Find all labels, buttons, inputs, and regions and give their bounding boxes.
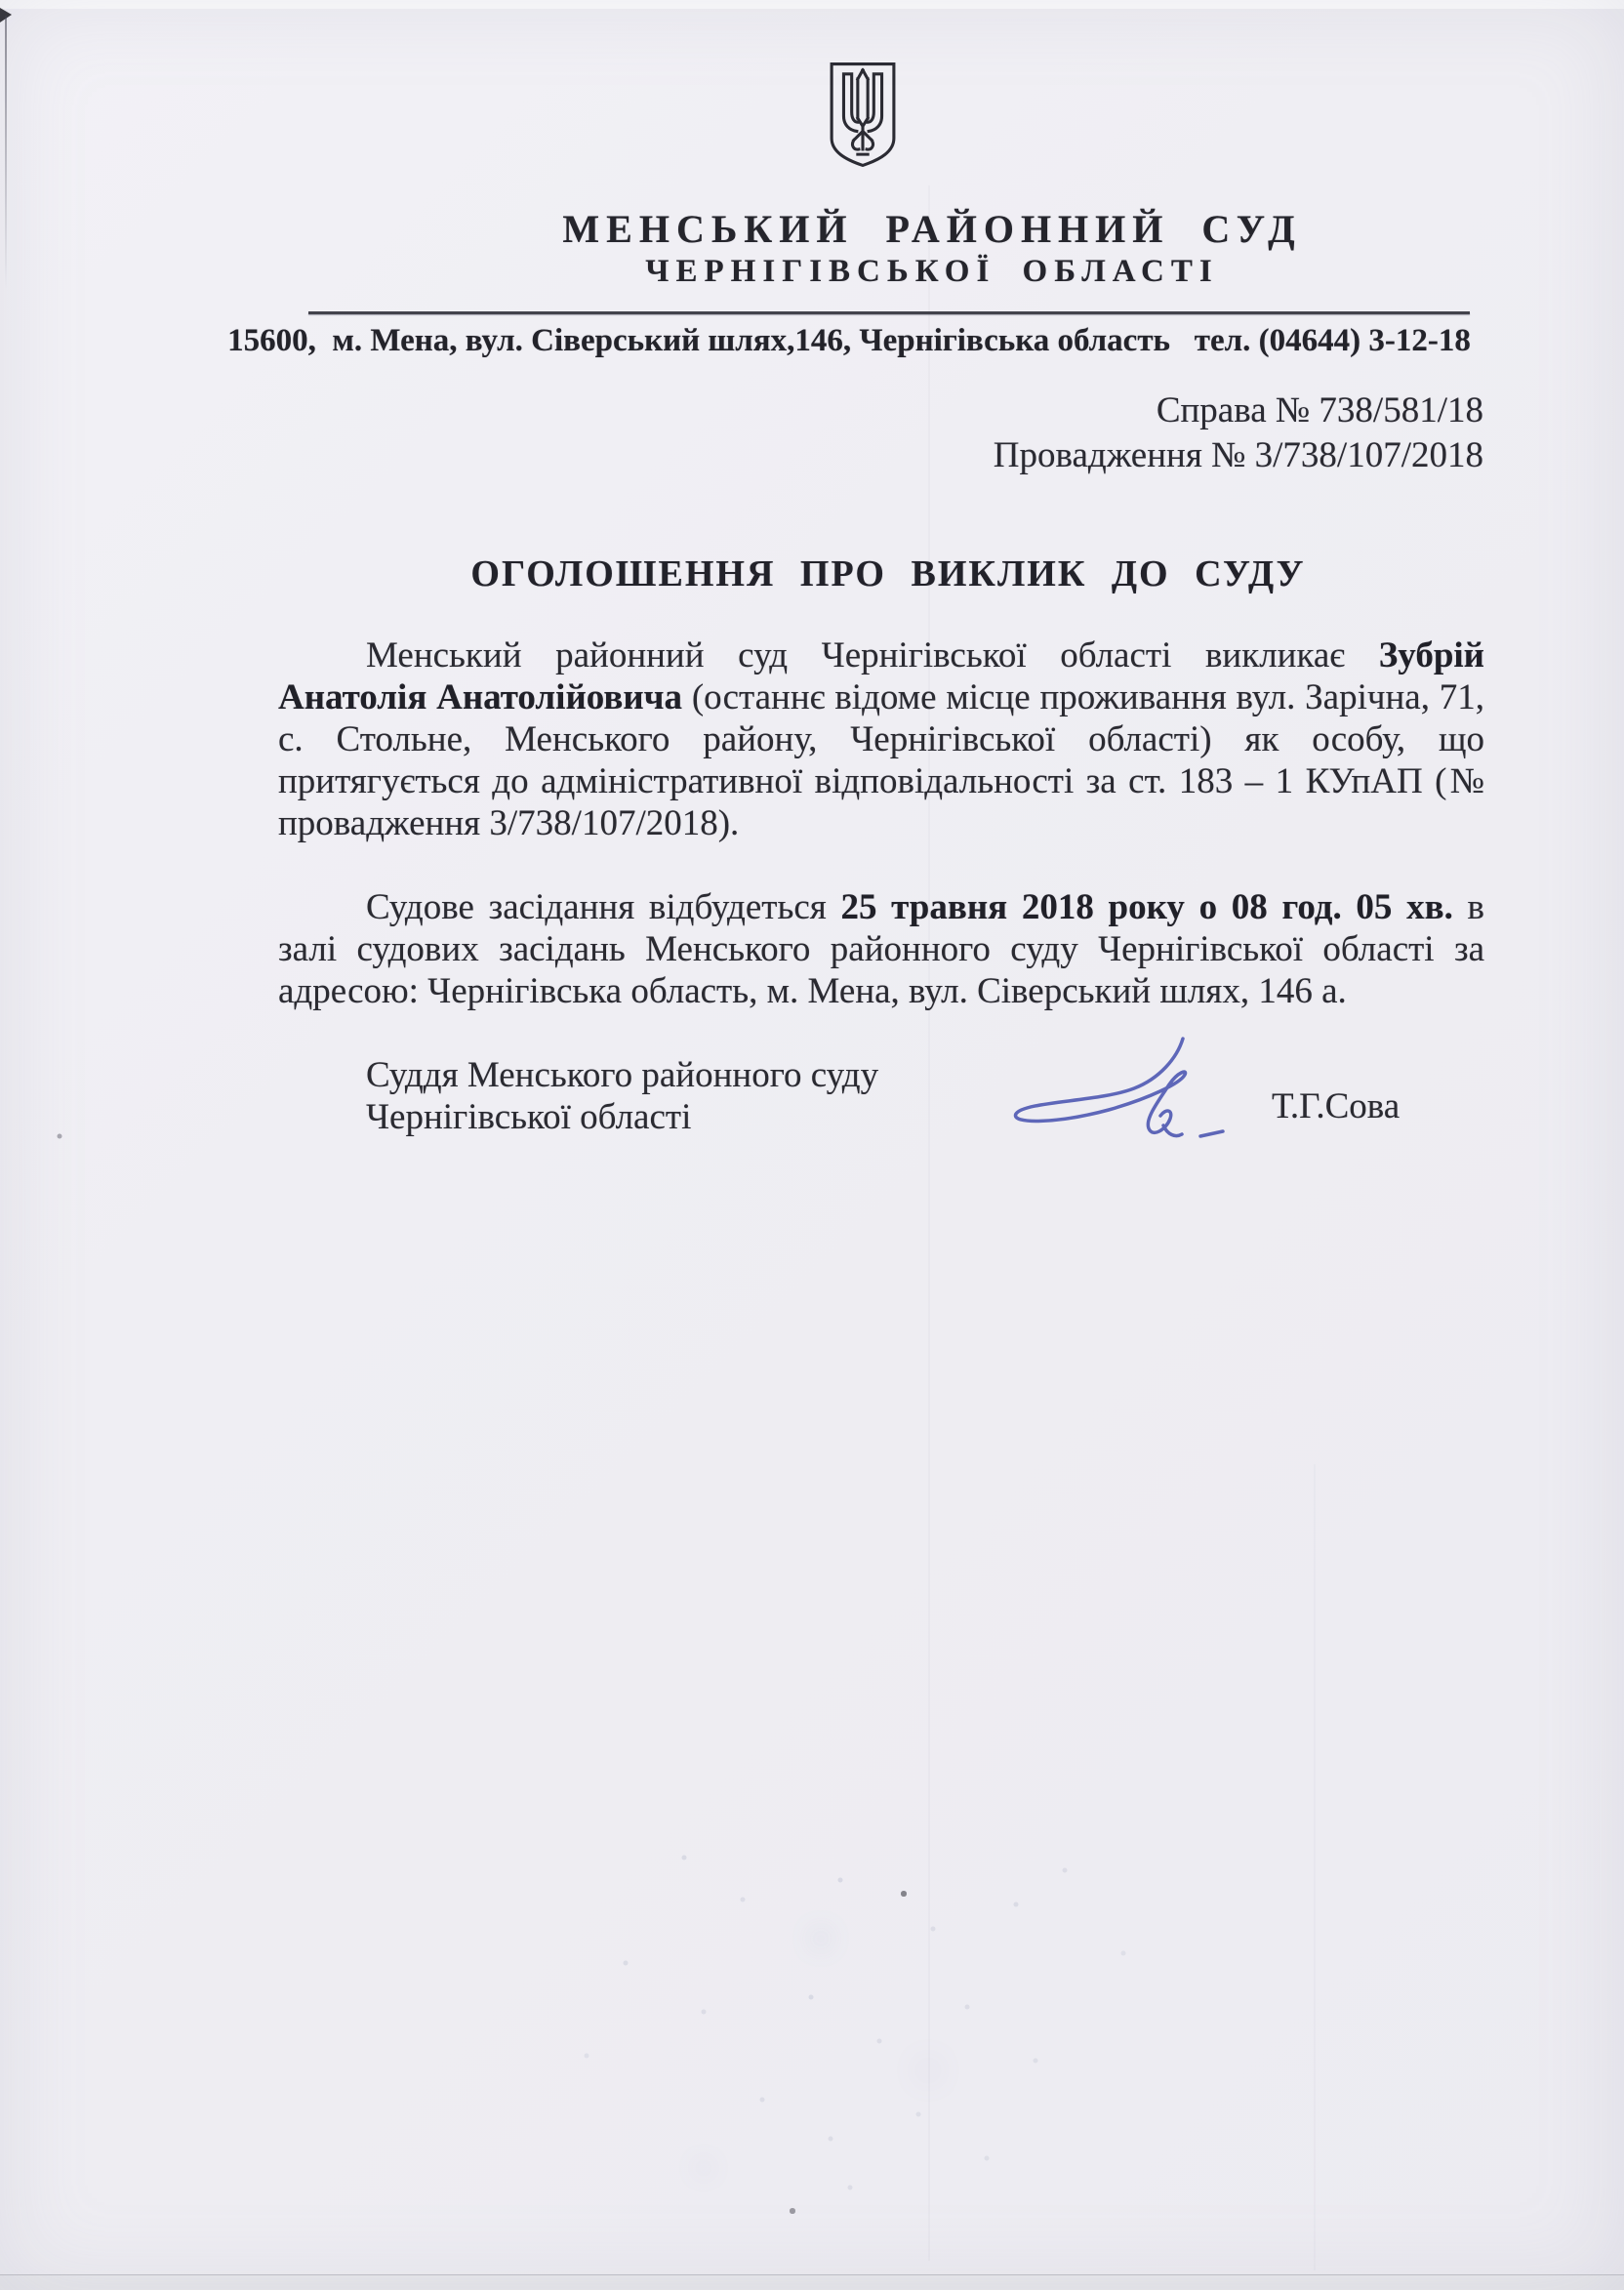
ukraine-trident-icon	[828, 61, 898, 170]
paper-bottom-edge	[0, 2274, 1624, 2290]
proceeding-number: Провадження № 3/738/107/2018	[993, 435, 1483, 475]
paper-crease	[1314, 1464, 1316, 2270]
paragraph-summons	[278, 634, 1484, 844]
judge-name: Т.Г.Сова	[1272, 1086, 1401, 1126]
paragraph1-text: Менський районний суд Чернігівської області викликає	[366, 635, 1379, 675]
case-info-block	[994, 388, 1483, 478]
paper-speckles	[0, 0, 2, 2]
judge-role-line1: Суддя Менського районного суду	[366, 1055, 879, 1095]
judge-role-line2: Чернігівської області	[366, 1097, 692, 1137]
header-divider-rule	[308, 311, 1470, 314]
court-name-line2: ЧЕРНІГІВСЬКОЇ ОБЛАСТІ	[645, 254, 1219, 289]
paragraph-hearing	[278, 886, 1484, 1012]
judge-role-block	[366, 1054, 878, 1138]
document-title: ОГОЛОШЕННЯ ПРО ВИКЛИК ДО СУДУ	[470, 553, 1306, 594]
paragraph2-text: Судове засідання відбудеться	[366, 887, 841, 927]
scan-edge-line	[5, 16, 7, 289]
paper-crease	[928, 185, 930, 2261]
scanner-edge-strip	[0, 0, 1624, 9]
hearing-datetime: 25 травня 2018 року о 08 год. 05 хв.	[840, 887, 1453, 927]
paragraph1-text: (останнє відоме місце проживання вул. Зарічна, 71, с. Стольне, Менського району, Чернігівської області) як особу, що притягується до адміністративної відповідальності за ст. 183 – 1 КУпАП (№ провадження 3/738/107/2018).	[278, 677, 1485, 843]
paragraph2-text: в залі судових засідань Менського районного суду Чернігівської області за адресою: Чернігівська область, м. Мена, вул. Сіверський шлях, 146 а.	[278, 887, 1484, 1011]
court-name-line1: МЕНСЬКИЙ РАЙОННИЙ СУД	[562, 207, 1302, 251]
defendant-name: Зубрій Анатолія Анатолійовича	[278, 635, 1484, 717]
court-address-line: 15600, м. Мена, вул. Сіверський шлях,146, Чернігівська область тел. (04644) 3-12-18	[227, 323, 1471, 358]
handwritten-signature	[1001, 1033, 1247, 1167]
case-number: Справа № 738/581/18	[1156, 390, 1483, 430]
